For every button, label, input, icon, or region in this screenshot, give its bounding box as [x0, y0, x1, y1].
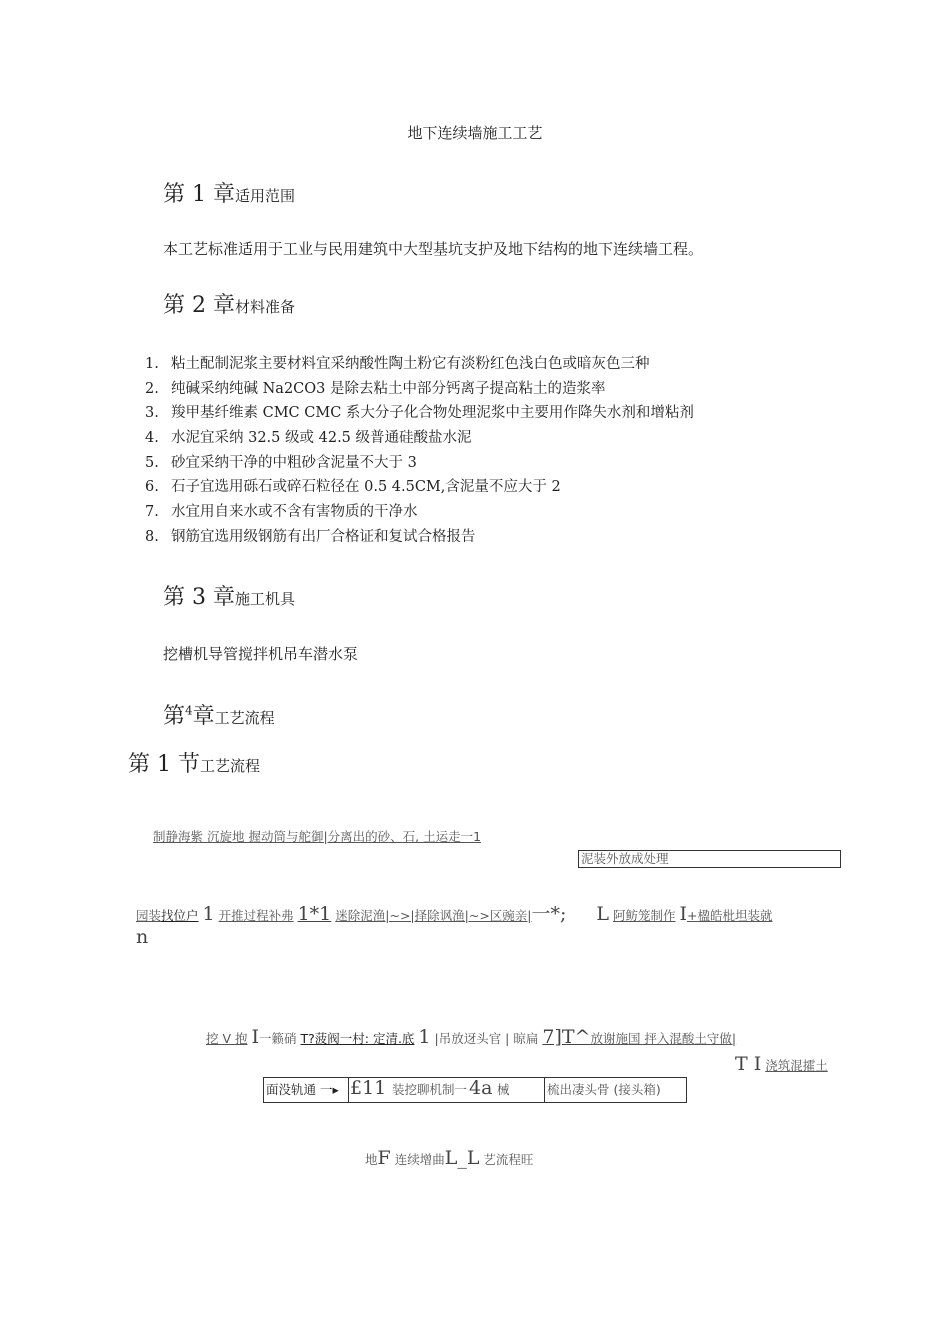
- flow-caption: 地F 连续增曲L_L 艺流程旺: [365, 1147, 534, 1169]
- chapter-1-name: 适用范围: [234, 187, 295, 205]
- flow-arrow: 一▸: [320, 1082, 339, 1097]
- chapter-4-name: 工艺流程: [214, 709, 275, 727]
- list-item: 5. 砂宜采纳干净的中粗砂含泥量不大于 3: [145, 454, 417, 471]
- list-item: 8. 钢筋宜选用级钢筋有出厂合格证和复试合格报告: [145, 528, 476, 545]
- flow-line-2-wrap: n: [136, 926, 149, 948]
- chapter-1-text: 本工艺标准适用于工业与民用建筑中大型基坑支护及地下结构的地下连续墙工程。: [163, 240, 704, 258]
- section-1-prefix: 第 1 节: [128, 752, 200, 777]
- chapter-3-text: 挖槽机导管搅拌机吊车潜水泵: [163, 645, 359, 663]
- flow-line-3: 挖 V 抱 I一籁硝 T?菠阀一村: 定清.底 1 |吊放迓头官 | 晾扁 7]T^放谢施国 抨入混酸土守做|: [206, 1026, 737, 1048]
- list-item: 4. 水泥宜采纳 32.5 级或 42.5 级普通硅酸盐水泥: [145, 430, 472, 447]
- page-title: 地下连续墙施工工艺: [407, 124, 543, 142]
- flow-cell: 面没轨通: [266, 1082, 317, 1097]
- chapter-1-heading: [163, 177, 295, 208]
- chapter-4-heading: 第$^4$章工艺流程: [163, 703, 275, 729]
- flow-line-2: 园装找位户 1 开推过程补弗 1*1 迷除泥渔|~>|择除讽渔|~>区豌亲|一*; L 阿鲂笼制作 I+楹皓枇坦装就: [136, 903, 773, 925]
- flow-box-bottom: [263, 1077, 687, 1103]
- chapter-3-heading: [163, 580, 295, 611]
- flow-cell: £11: [350, 1077, 387, 1099]
- chapter-3-prefix: 第 3 章: [163, 585, 235, 610]
- chapter-2-name: 材料准备: [234, 298, 295, 316]
- flow-cell: 4a: [469, 1077, 493, 1099]
- list-item: 6. 石子宜选用砾石或碎石粒径在 0.5 4.5CM,含泥量不应大于 2: [145, 479, 561, 496]
- flow-cell: 械: [497, 1082, 510, 1097]
- chapter-2-prefix: 第 2 章: [163, 293, 235, 318]
- flow-divider: [544, 1078, 545, 1102]
- flow-box-top: 泥装外放成处理: [578, 850, 841, 868]
- materials-list: [145, 352, 694, 550]
- chapter-1-prefix: 第 1 章: [163, 182, 235, 207]
- flow-cell: 装挖聊机制一: [392, 1082, 468, 1097]
- flow-cell: 梳出凄头骨 (接头箱): [547, 1082, 661, 1097]
- flow-line-4: T I 浇筑混攉土: [735, 1053, 828, 1075]
- list-item: 2. 纯碱采纳纯碱 Na2CO3 是除去粘土中部分钙离子提高粘土的造浆率: [145, 380, 606, 397]
- list-item: 3. 羧甲基纤维素 CMC CMC 系大分子化合物处理泥浆中主要用作降失水剂和增粘剂: [145, 405, 694, 422]
- list-item: 1. 粘土配制泥浆主要材料宜采纳酸性陶土粉它有淡粉红色浅白色或暗灰色三种: [145, 356, 650, 372]
- chapter-3-name: 施工机具: [234, 590, 295, 608]
- list-item: 7. 水宜用自来水或不含有害物质的干净水: [145, 504, 418, 521]
- flow-line-1: 制静海紫 沉旋地 握动筒与舵御|分离出的砂、石, 土运走一1: [153, 829, 482, 844]
- section-1-name: 工艺流程: [199, 757, 260, 775]
- section-1-heading: [128, 747, 260, 778]
- chapter-2-heading: [163, 288, 295, 319]
- flow-divider: [348, 1078, 349, 1102]
